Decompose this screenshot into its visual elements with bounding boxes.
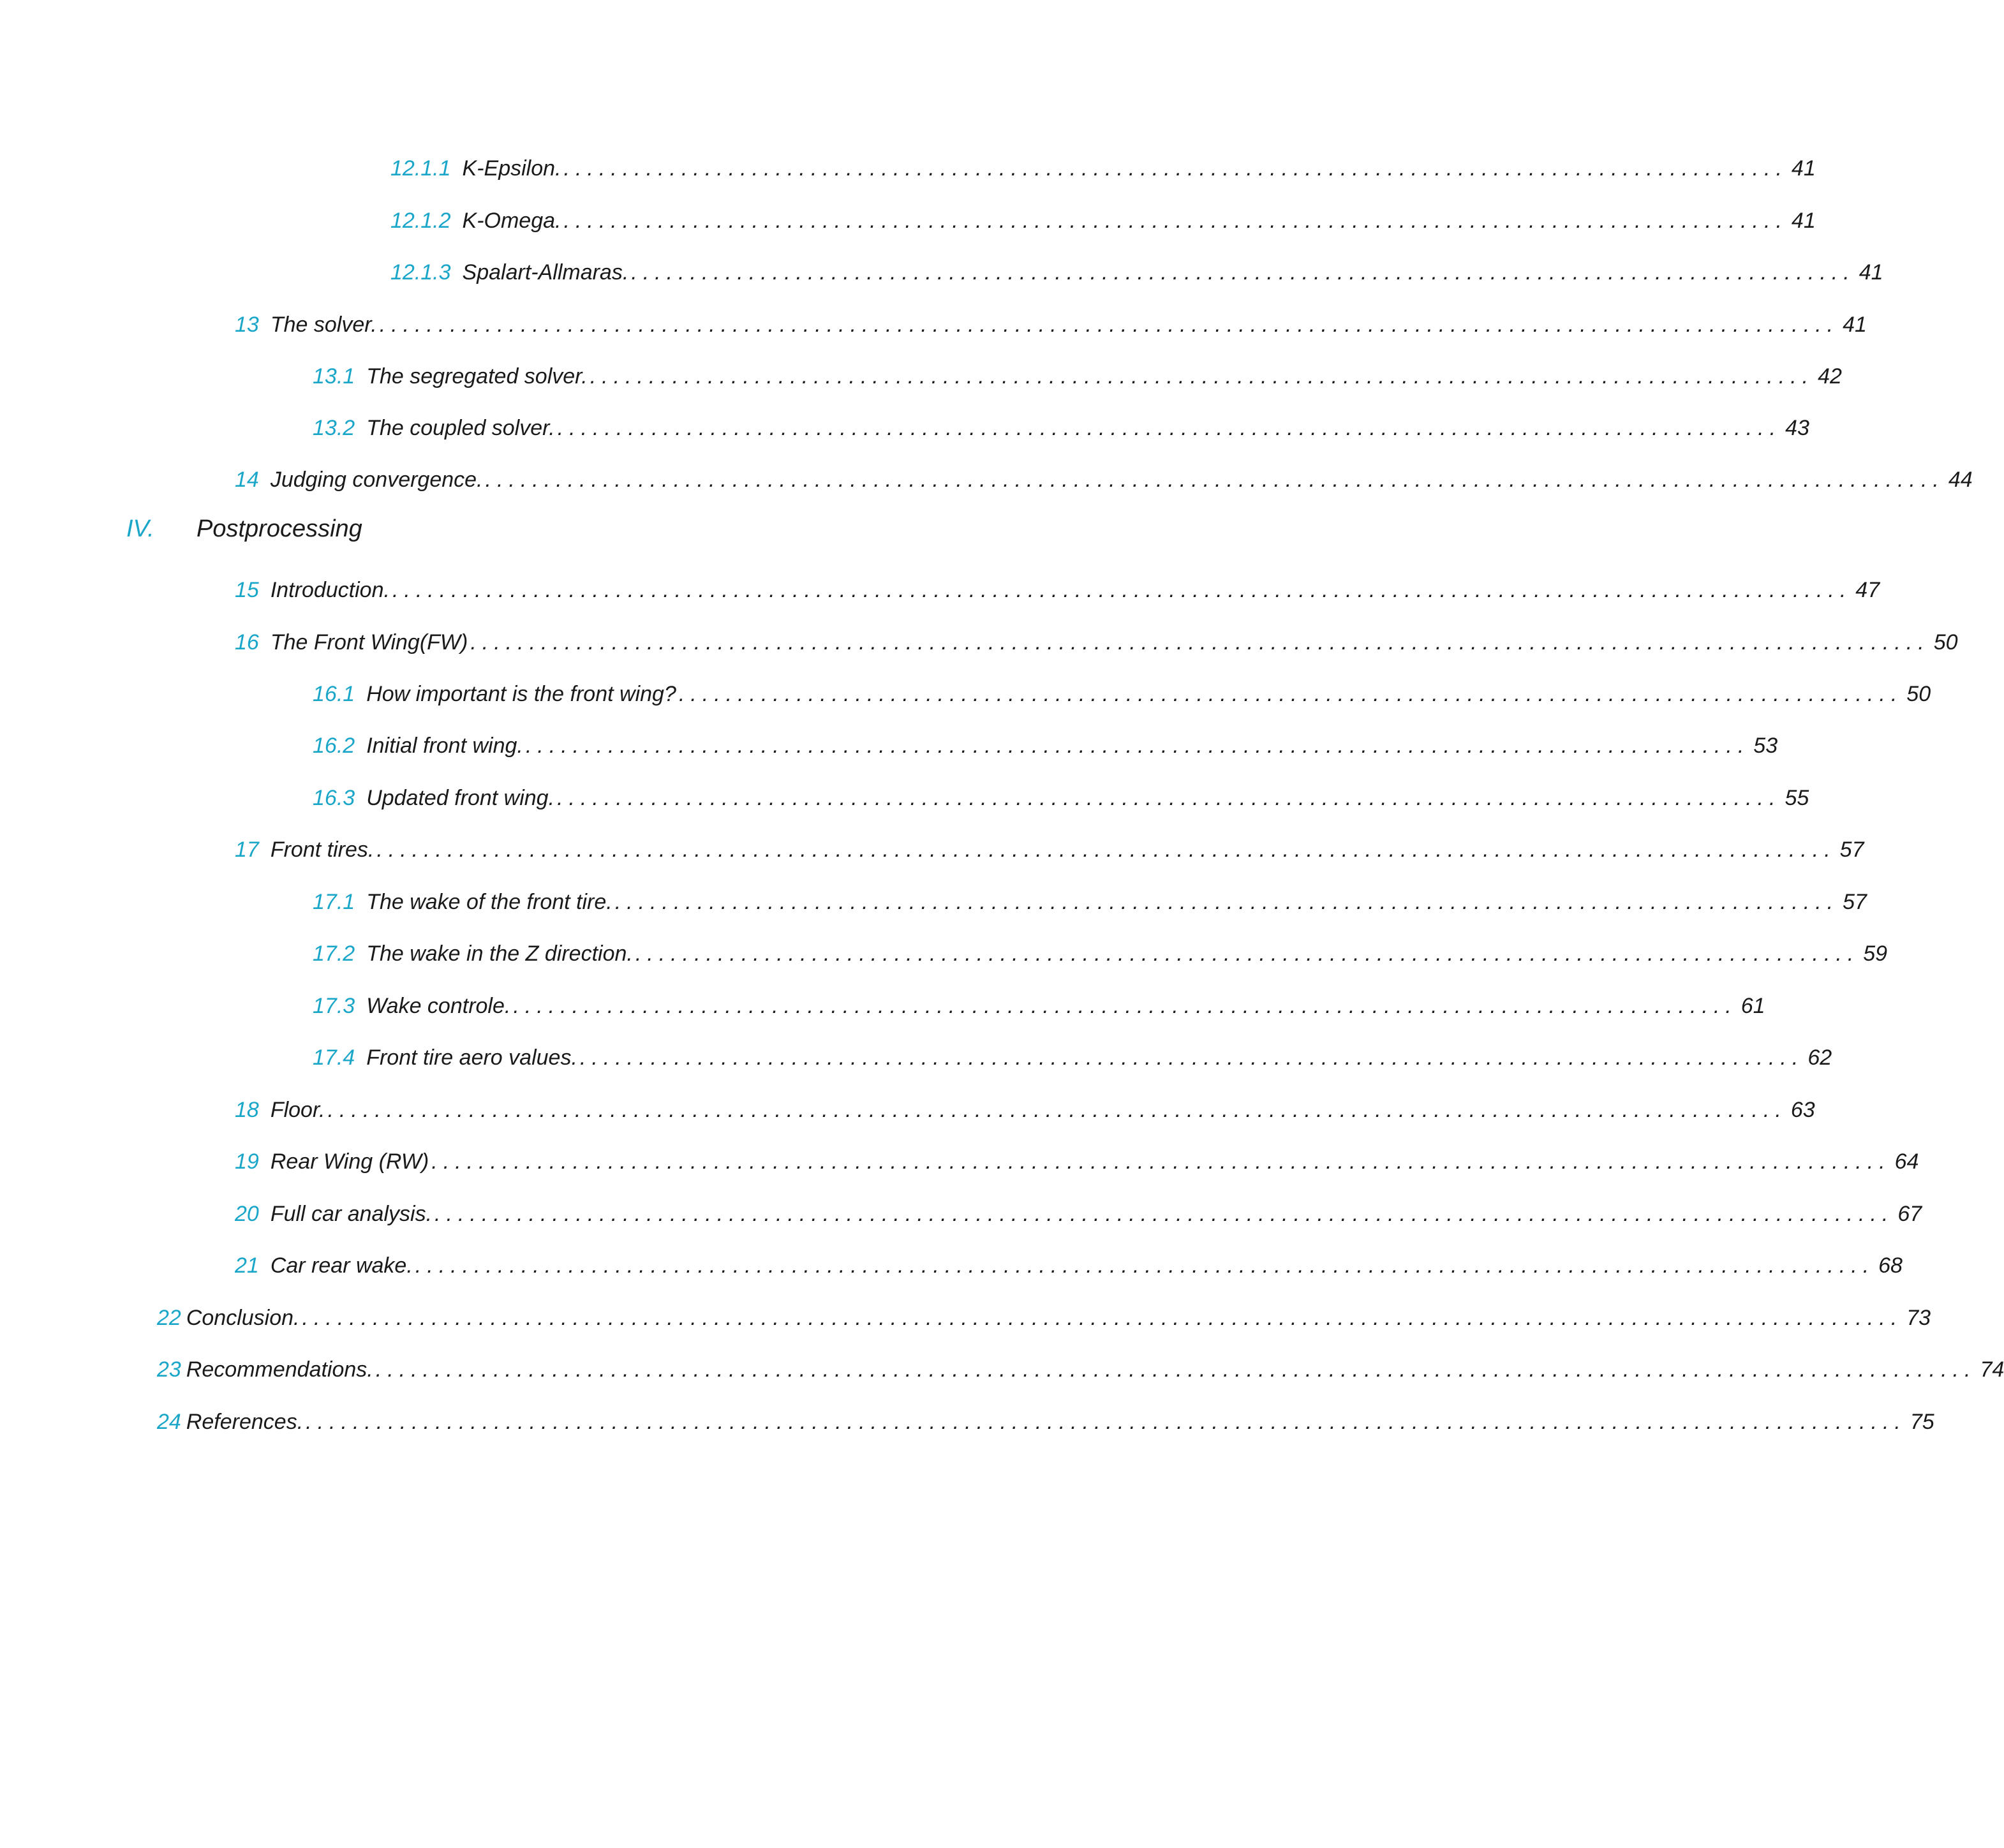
- dot-leader: ........................................................................................................: [557, 786, 1781, 810]
- toc-page-number: 73: [1906, 1306, 1931, 1330]
- toc-entry-16-2[interactable]: [313, 734, 1778, 765]
- dot-leader: ........................................................................................................................................: [302, 1306, 1903, 1330]
- toc-title: Rear Wing (RW): [270, 1149, 429, 1174]
- dot-leader: ........................................................................................................: [631, 260, 1855, 285]
- toc-title: The coupled solver.: [366, 416, 555, 440]
- toc-entry-17-1[interactable]: [313, 890, 1867, 922]
- toc-title: References.: [186, 1410, 304, 1434]
- toc-title: K-Epsilon.: [462, 156, 561, 181]
- dot-leader: ........................................................................................................: [579, 1046, 1804, 1070]
- toc-entry-23[interactable]: [157, 1357, 2004, 1389]
- toc-page-number: 41: [1791, 209, 1816, 233]
- toc-number: 16: [235, 630, 259, 654]
- toc-title: The wake in the Z direction.: [366, 942, 633, 966]
- toc-number: 12.1.2: [390, 209, 451, 233]
- dot-leader: ............................................................................................................................: [434, 1202, 1894, 1226]
- toc-entry-19[interactable]: [235, 1149, 1919, 1181]
- toc-number: 24: [157, 1410, 181, 1434]
- toc-page-number: 67: [1897, 1202, 1922, 1226]
- part-title: Postprocessing: [197, 515, 362, 542]
- toc-title: Initial front wing.: [366, 734, 523, 758]
- toc-number: 19: [235, 1149, 259, 1174]
- toc-page-number: 41: [1791, 156, 1816, 181]
- dot-leader: ........................................................................................................: [525, 734, 1750, 758]
- dot-leader: ........................................................................................................: [590, 364, 1815, 388]
- toc-page-number: 50: [1933, 630, 1958, 654]
- toc-page-number: 47: [1855, 578, 1880, 602]
- toc-entry-13-2[interactable]: [313, 416, 1809, 448]
- toc-entry-17[interactable]: [235, 838, 1864, 869]
- toc-entry-21[interactable]: [235, 1253, 1903, 1285]
- toc-number: 14: [235, 468, 259, 492]
- dot-leader: ........................................................................................................................................: [306, 1410, 1906, 1434]
- dot-leader: ........................................................................................................: [614, 890, 1839, 914]
- dot-leader: ............................................................................................................................: [415, 1253, 1875, 1278]
- toc-entry-13[interactable]: [235, 313, 1867, 344]
- toc-number: 21: [235, 1253, 259, 1278]
- toc-number: 17.1: [313, 890, 355, 914]
- toc-entry-24[interactable]: [157, 1410, 1934, 1442]
- toc-entry-18[interactable]: [235, 1098, 1815, 1130]
- toc-title: The wake of the front tire.: [366, 890, 612, 914]
- toc-title: Introduction.: [270, 578, 390, 602]
- dot-leader: ........................................................................................................................................: [375, 1357, 1977, 1382]
- toc-page-number: 41: [1843, 313, 1867, 337]
- toc-title: How important is the front wing?: [366, 682, 676, 706]
- toc-number: 23: [157, 1357, 181, 1382]
- toc-title: Front tire aero values.: [366, 1046, 577, 1070]
- toc-title: K-Omega.: [462, 209, 561, 233]
- toc-title: Full car analysis.: [270, 1202, 433, 1226]
- toc-entry-17-3[interactable]: [313, 994, 1765, 1026]
- toc-page-number: 75: [1910, 1410, 1934, 1434]
- toc-title: Judging convergence.: [270, 468, 483, 492]
- toc-entry-15[interactable]: [235, 578, 1880, 610]
- toc-entry-13-1[interactable]: [313, 364, 1842, 396]
- dot-leader: ............................................................................................................................: [327, 1098, 1787, 1122]
- toc-number: 13: [235, 313, 259, 337]
- toc-title: Conclusion.: [186, 1306, 300, 1330]
- toc-page-number: 50: [1906, 682, 1931, 706]
- toc-number: 16.2: [313, 734, 355, 758]
- toc-page-number: 53: [1753, 734, 1778, 758]
- toc-entry-22[interactable]: [157, 1306, 1931, 1338]
- toc-entry-17-2[interactable]: [313, 942, 1888, 973]
- toc-title: Updated front wing.: [366, 786, 555, 810]
- toc-title: Spalart-Allmaras.: [462, 260, 629, 285]
- toc-number: 17: [235, 838, 259, 862]
- toc-title: Wake controle.: [366, 994, 511, 1018]
- toc-entry-16-3[interactable]: [313, 786, 1809, 818]
- toc-title: The solver.: [270, 313, 377, 337]
- toc-number: 18: [235, 1098, 259, 1122]
- toc-number: 13.1: [313, 364, 355, 388]
- toc-number: 15: [235, 578, 259, 602]
- toc-title: Recommendations.: [186, 1357, 373, 1382]
- toc-page-number: 43: [1785, 416, 1809, 440]
- dot-leader: ........................................................................................................: [557, 416, 1782, 440]
- toc-entry-16-1[interactable]: [313, 682, 1931, 714]
- toc-page-number: 57: [1839, 838, 1864, 862]
- toc-number: 16.1: [313, 682, 355, 706]
- toc-number: 22: [157, 1306, 181, 1330]
- toc-entry-12-1-1[interactable]: [390, 156, 1816, 188]
- toc-entry-20[interactable]: [235, 1202, 1922, 1234]
- dot-leader: ............................................................................................................................: [470, 630, 1930, 654]
- toc-number: 12.1.1: [390, 156, 451, 181]
- toc-number: 13.2: [313, 416, 355, 440]
- toc-page-number: 61: [1741, 994, 1765, 1018]
- toc-number: 17.4: [313, 1046, 355, 1070]
- part-number: IV.: [126, 515, 154, 542]
- toc-page-number: 68: [1878, 1253, 1903, 1278]
- dot-leader: ........................................................................................................: [635, 942, 1860, 966]
- toc-number: 16.3: [313, 786, 355, 810]
- dot-leader: ............................................................................................................................: [392, 578, 1852, 602]
- toc-page-number: 59: [1863, 942, 1888, 966]
- toc-page-number: 55: [1785, 786, 1809, 810]
- toc-entry-12-1-2[interactable]: [390, 209, 1816, 240]
- toc-number: 12.1.3: [390, 260, 451, 285]
- toc-page-number: 57: [1843, 890, 1867, 914]
- toc-number: 17.3: [313, 994, 355, 1018]
- toc-page-number: 44: [1948, 468, 1973, 492]
- dot-leader: ............................................................................................................................: [485, 468, 1945, 492]
- toc-page-number: 63: [1790, 1098, 1815, 1122]
- dot-leader: ........................................................................................................: [513, 994, 1737, 1018]
- dot-leader: ............................................................................................................................: [376, 838, 1836, 862]
- dot-leader: ........................................................................................................: [563, 209, 1788, 233]
- toc-page-number: 62: [1807, 1046, 1832, 1070]
- toc-page-number: 41: [1859, 260, 1883, 285]
- dot-leader: ............................................................................................................................: [431, 1149, 1891, 1174]
- toc-title: The segregated solver.: [366, 364, 588, 388]
- toc-entry-12-1-3[interactable]: [390, 260, 1883, 292]
- dot-leader: ........................................................................................................: [563, 156, 1788, 181]
- toc-number: 17.2: [313, 942, 355, 966]
- toc-entry-17-4[interactable]: [313, 1046, 1832, 1077]
- toc-page-number: 42: [1818, 364, 1842, 388]
- toc-title: Front tires.: [270, 838, 375, 862]
- toc-title: The Front Wing(FW): [270, 630, 468, 654]
- toc-title: Floor.: [270, 1098, 325, 1122]
- toc-page-number: 64: [1894, 1149, 1919, 1174]
- toc-number: 20: [235, 1202, 259, 1226]
- dot-leader: ............................................................................................................................: [379, 313, 1839, 337]
- part-heading[interactable]: [126, 515, 362, 551]
- toc-title: Car rear wake.: [270, 1253, 413, 1278]
- dot-leader: ........................................................................................................: [678, 682, 1903, 706]
- toc-entry-14[interactable]: [235, 468, 1973, 499]
- toc-entry-16[interactable]: [235, 630, 1958, 662]
- toc-page-number: 74: [1980, 1357, 2004, 1382]
